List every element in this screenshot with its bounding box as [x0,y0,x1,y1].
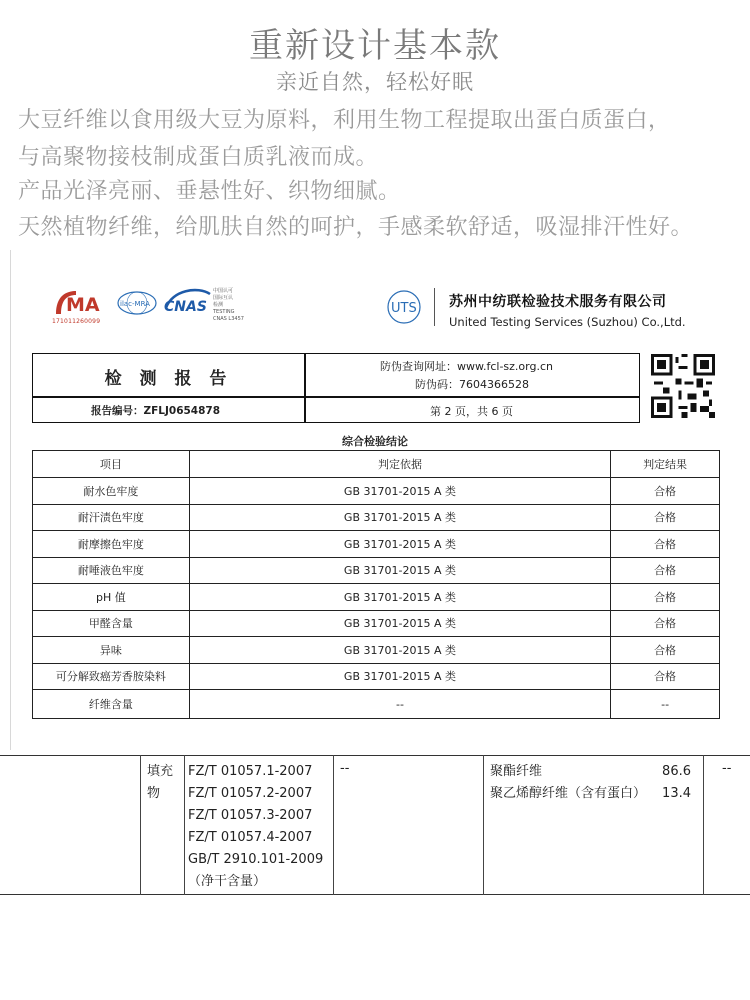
filling-label-line: 物 [147,786,161,801]
uts-text: UTS [391,301,417,316]
result-cell: 合格 [611,637,720,664]
fiber-component: 聚乙烯醇纤维（含有蛋白） [490,786,647,801]
hero-section [0,0,750,250]
fiber-value: 86.6 [662,764,691,779]
test-report-document [0,250,750,1000]
result-cell: 合格 [611,557,720,584]
column-header: 判定结果 [611,451,720,478]
report-title: 检 测 报 告 [104,369,233,389]
table-row [33,610,720,637]
fiber-component: 聚酯纤维 [490,764,543,779]
company-name-cn: 苏州中纺联检验技术服务有限公司 [449,294,667,310]
judgement-value: -- [722,761,732,776]
basis-cell: GB 31701-2015 A 类 [189,637,610,664]
item-cell: 耐唾液色牢度 [33,557,190,584]
result-cell: 合格 [611,584,720,611]
standard-item: （净干含量） [188,874,267,889]
item-cell: 耐摩擦色牢度 [33,531,190,558]
divider [483,755,484,895]
scan-edge [10,250,11,750]
page-info: 第 2 页，共 6 页 [430,405,513,418]
fiber-value: 13.4 [662,786,691,801]
result-cell: 合格 [611,531,720,558]
standard-item: FZ/T 01057.1-2007 [188,764,313,779]
divider [184,755,185,895]
filling-label-line: 填充 [147,764,174,779]
standard-item: FZ/T 01057.2-2007 [188,786,313,801]
table-row [33,504,720,531]
basis-cell: GB 31701-2015 A 类 [189,478,610,505]
result-cell: 合格 [611,610,720,637]
fiber-values [655,761,691,805]
basis-cell: GB 31701-2015 A 类 [189,663,610,690]
basis-cell: GB 31701-2015 A 类 [189,504,610,531]
summary-title: 综合检验结论 [342,435,408,448]
ilac-mra-logo-icon [116,290,158,316]
cma-number: 171011260099 [52,318,101,325]
item-cell: 可分解致癌芳香胺染料 [33,663,190,690]
cma-text: MA [66,294,100,316]
result-cell: -- [611,690,720,719]
divider [140,755,141,895]
basis-cell: -- [189,690,610,719]
logo-divider [434,288,435,326]
item-cell: 甲醛含量 [33,610,190,637]
result-cell: 合格 [611,478,720,505]
basis-cell: GB 31701-2015 A 类 [189,610,610,637]
divider [703,755,704,895]
cnas-logo-icon [162,286,214,320]
divider [304,354,306,422]
anti-counterfeit-code: 防伪码：7604366528 [415,378,529,391]
column-header: 项目 [33,451,190,478]
ilac-text: ilac-MRA [120,300,150,308]
item-cell: pH 值 [33,584,190,611]
table-row [33,557,720,584]
table-row [33,690,720,719]
table-row [33,663,720,690]
cnas-note: 国际互认 [213,295,234,301]
table-row [33,637,720,664]
divider [0,894,750,895]
table-row [33,531,720,558]
cnas-notes [213,288,257,323]
fiber-components [490,761,646,805]
anti-counterfeit-url: 防伪查询网址：www.fcl-sz.org.cn [380,360,553,373]
results-table [32,450,720,719]
filling-label [147,761,179,805]
fiber-content-strip [0,755,750,895]
cnas-note: TESTING [213,309,235,315]
table-header-row [33,451,720,478]
divider [33,396,639,398]
requirement-value: -- [340,761,350,776]
basis-cell: GB 31701-2015 A 类 [189,531,610,558]
divider [0,755,750,756]
result-cell: 合格 [611,504,720,531]
item-cell: 耐汗渍色牢度 [33,504,190,531]
column-header: 判定依据 [189,451,610,478]
table-row [33,478,720,505]
hero-line: 产品光泽亮丽、垂悬性好、织物细腻。 [18,179,401,204]
cma-logo-icon [52,288,110,318]
divider [333,755,334,895]
hero-line: 天然植物纤维，给肌肤自然的呵护，手感柔软舒适，吸湿排汗性好。 [18,215,694,240]
basis-cell: GB 31701-2015 A 类 [189,584,610,611]
cnas-note: 检测 [213,302,224,308]
uts-logo-icon [383,288,425,328]
standard-item: GB/T 2910.101-2009 [188,852,324,867]
standards-list [188,761,323,893]
hero-line: 大豆纤维以食用级大豆为原料，利用生物工程提取出蛋白质蛋白， [18,108,671,133]
hero-subtitle: 亲近自然，轻松好眠 [276,70,474,94]
standard-item: FZ/T 01057.4-2007 [188,830,313,845]
qr-code-icon [651,353,715,419]
table-row [33,584,720,611]
hero-line: 与高聚物接枝制成蛋白质乳液而成。 [18,145,379,170]
standard-item: FZ/T 01057.3-2007 [188,808,313,823]
company-name-en: United Testing Services (Suzhou) Co.,Ltd. [449,315,686,329]
item-cell: 纤维含量 [33,690,190,719]
item-cell: 异味 [33,637,190,664]
cnas-note: 中国认可 [213,288,234,294]
result-cell: 合格 [611,663,720,690]
cnas-text: CNAS [164,299,207,315]
item-cell: 耐水色牢度 [33,478,190,505]
report-header-box [32,353,640,423]
basis-cell: GB 31701-2015 A 类 [189,557,610,584]
hero-title: 重新设计基本款 [249,26,501,66]
report-number: 报告编号：ZFLJ0654878 [91,405,221,417]
cnas-note: CNAS L3457 [213,316,244,322]
